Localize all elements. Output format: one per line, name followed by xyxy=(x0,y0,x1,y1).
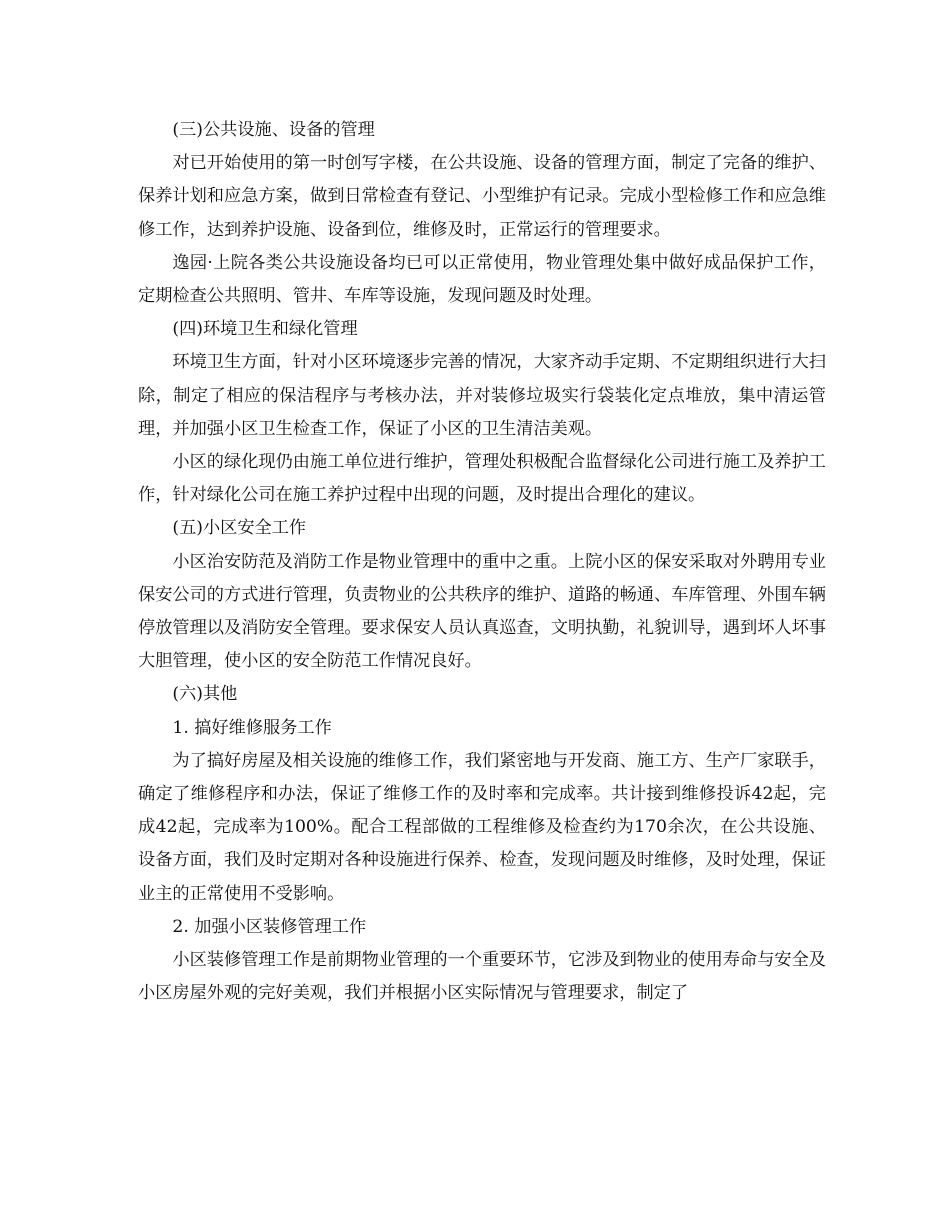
paragraph: 小区装修管理工作是前期物业管理的一个重要环节，它涉及到物业的使用寿命与安全及小区房屋外观的完好美观，我们并根据小区实际情况与管理要求，制定了 xyxy=(138,950,826,1004)
document-page xyxy=(138,114,826,1010)
paragraph: 小区治安防范及消防工作是物业管理中的重中之重。上院小区的保安采取对外聘用专业保安公司的方式进行管理，负责物业的公共秩序的维护、道路的畅通、车库管理、外围车辆停放管理以及消防安全管理。要求保安人员认真巡查，文明执勤，礼貌训导，遇到坏人坏事大胆管理，使小区的安全防范工作情况良好。 xyxy=(138,551,826,672)
subsection-heading-1: 1. 搞好维修服务工作 xyxy=(172,717,332,738)
paragraph: 对已开始使用的第一时创写字楼，在公共设施、设备的管理方面，制定了完备的维护、保养计划和应急方案，做到日常检查有登记、小型维护有记录。完成小型检修工作和应急维修工作，达到养护设施、设备到位，维修及时，正常运行的管理要求。 xyxy=(138,153,826,240)
subsection-heading-2: 2. 加强小区装修管理工作 xyxy=(172,916,367,937)
paragraph: 环境卫生方面，针对小区环境逐步完善的情况，大家齐动手定期、不定期组织进行大扫除，制定了相应的保洁程序与考核办法，并对装修垃圾实行袋装化定点堆放，集中清运管理，并加强小区卫生检查工作，保证了小区的卫生清洁美观。 xyxy=(138,352,826,439)
paragraph: 逸园·上院各类公共设施设备均已可以正常使用，物业管理处集中做好成品保护工作，定期检查公共照明、管井、车库等设施，发现问题及时处理。 xyxy=(138,252,826,307)
section-heading-3: (三)公共设施、设备的管理 xyxy=(172,120,375,140)
section-heading-6: (六)其他 xyxy=(172,684,238,705)
paragraph: 为了搞好房屋及相关设施的维修工作，我们紧密地与开发商、施工方、生产厂家联手，确定了维修程序和办法，保证了维修工作的及时率和完成率。共计接到维修投诉42起，完成42起，完成率为100%。配合工程部做的工程维修及检查约为170余次，在公共设施、设备方面，我们及时定期对各种设施进行保养、检查，发现问题及时维修，及时处理，保证业主的正常使用不受影响。 xyxy=(138,750,826,904)
section-heading-5: (五)小区安全工作 xyxy=(172,518,307,539)
section-heading-4: (四)环境卫生和绿化管理 xyxy=(172,319,358,340)
paragraph: 小区的绿化现仍由施工单位进行维护，管理处积极配合监督绿化公司进行施工及养护工作，针对绿化公司在施工养护过程中出现的问题，及时提出合理化的建议。 xyxy=(138,452,826,506)
